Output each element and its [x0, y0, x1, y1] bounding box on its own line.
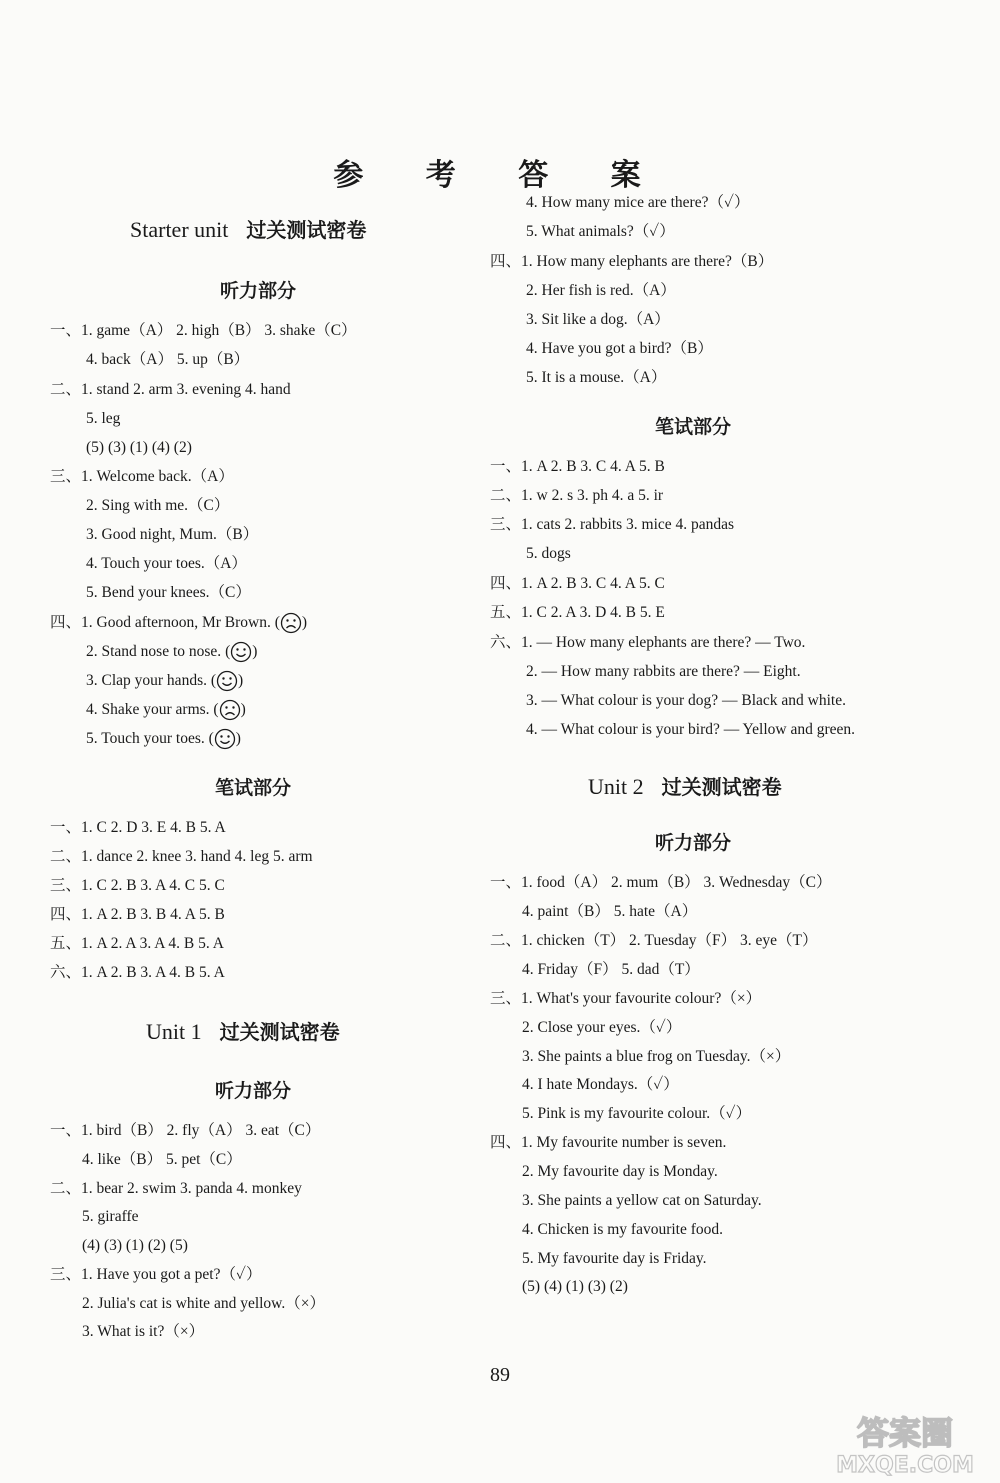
unit1-l3a: 三、1. Have you got a pet?（✓）	[50, 1266, 262, 1283]
unit1-w2: 二、1. w 2. s 3. ph 4. a 5. ir	[490, 487, 664, 504]
starter-l4d: 4. Shake your arms.	[86, 701, 210, 718]
unit2-l3d: 4. I hate Mondays.（✓）	[522, 1076, 679, 1093]
starter-written-heading: 笔试部分	[215, 777, 292, 799]
starter-l4e-row: 5. Touch your toes. ( )	[86, 728, 241, 750]
unit1-l1b: 4. like（B） 5. pet（C）	[82, 1151, 242, 1168]
unit1-w3a: 三、1. cats 2. rabbits 3. mice 4. pandas	[490, 516, 735, 533]
unit1-l3b: 2. Julia's cat is white and yellow.（×）	[82, 1295, 325, 1312]
unit1-l3c: 3. What is it?（×）	[82, 1323, 205, 1340]
starter-l3c: 3. Good night, Mum.（B）	[86, 526, 259, 543]
unit1-listening-heading: 听力部分	[215, 1080, 292, 1102]
unit2-listening-heading: 听力部分	[655, 832, 732, 854]
unit1-title-cn: 过关测试密卷	[219, 1020, 340, 1044]
starter-l3e: 5. Bend your knees.（C）	[86, 584, 251, 601]
page-title: 参 考 答 案	[333, 158, 667, 193]
starter-l4a: 四、1. Good afternoon, Mr Brown.	[50, 614, 271, 631]
unit2-l4f: (5) (4) (1) (3) (2)	[522, 1278, 628, 1295]
unit1-w6c: 3. — What colour is your dog? — Black and white.	[526, 692, 846, 709]
unit1-written-heading: 笔试部分	[655, 416, 732, 438]
unit2-title	[588, 771, 782, 800]
starter-l2c: (5) (3) (1) (4) (2)	[86, 439, 192, 456]
unit1-l4a: 四、1. How many elephants are there?（B）	[490, 253, 774, 270]
happy-face-icon	[216, 670, 238, 692]
watermark-logo	[820, 1410, 990, 1480]
starter-w4: 四、1. A 2. B 3. B 4. A 5. B	[50, 906, 225, 923]
unit1-l4e: 5. It is a mouse.（A）	[526, 369, 667, 386]
unit1-w4: 四、1. A 2. B 3. C 4. A 5. C	[490, 575, 665, 592]
unit2-l1b: 4. paint（B） 5. hate（A）	[522, 903, 698, 920]
starter-l2a: 二、1. stand 2. arm 3. evening 4. hand	[50, 381, 291, 398]
happy-face-icon	[214, 728, 236, 750]
starter-l4a-row: 四、1. Good afternoon, Mr Brown. ( )	[50, 612, 307, 634]
unit1-title-en: Unit 1	[146, 1019, 202, 1044]
sad-face-icon	[219, 699, 241, 721]
unit1-l2b: 5. giraffe	[82, 1208, 139, 1225]
unit2-l3e: 5. Pink is my favourite colour.（✓）	[522, 1105, 752, 1122]
unit1-l3d: 4. How many mice are there?（✓）	[526, 194, 750, 211]
page-number: 89	[490, 1364, 510, 1386]
unit1-w6a: 六、1. — How many elephants are there? — Two.	[490, 634, 806, 651]
unit2-l4c: 3. She paints a yellow cat on Saturday.	[522, 1192, 762, 1209]
unit1-w5: 五、1. C 2. A 3. D 4. B 5. E	[490, 604, 665, 621]
starter-l4e: 5. Touch your toes.	[86, 730, 205, 747]
starter-w2: 二、1. dance 2. knee 3. hand 4. leg 5. arm	[50, 848, 313, 865]
unit2-l2a: 二、1. chicken（T） 2. Tuesday（F） 3. eye（T）	[490, 932, 818, 949]
unit2-l2b: 4. Friday（F） 5. dad（T）	[522, 961, 700, 978]
unit2-l4a: 四、1. My favourite number is seven.	[490, 1134, 727, 1151]
unit2-l3c: 3. She paints a blue frog on Tuesday.（×）	[522, 1048, 791, 1065]
svg-text:答案圈: 答案圈	[856, 1414, 954, 1452]
starter-w6: 六、1. A 2. B 3. A 4. B 5. A	[50, 964, 225, 981]
starter-title-cn: 过关测试密卷	[246, 218, 367, 242]
unit2-l3b: 2. Close your eyes.（✓）	[522, 1019, 682, 1036]
unit2-l4e: 5. My favourite day is Friday.	[522, 1250, 707, 1267]
unit1-l3e: 5. What animals?（✓）	[526, 223, 675, 240]
starter-l3b: 2. Sing with me.（C）	[86, 497, 230, 514]
unit2-l4b: 2. My favourite day is Monday.	[522, 1163, 718, 1180]
unit2-l1a: 一、1. food（A） 2. mum（B） 3. Wednesday（C）	[490, 874, 832, 891]
starter-l4c: 3. Clap your hands.	[86, 672, 207, 689]
unit1-w6b: 2. — How many rabbits are there? — Eight.	[526, 663, 801, 680]
unit1-l4b: 2. Her fish is red.（A）	[526, 282, 676, 299]
unit1-l2a: 二、1. bear 2. swim 3. panda 4. monkey	[50, 1180, 302, 1197]
starter-l4b: 2. Stand nose to nose.	[86, 643, 222, 660]
starter-w3: 三、1. C 2. B 3. A 4. C 5. C	[50, 877, 225, 894]
unit1-l4d: 4. Have you got a bird?（B）	[526, 340, 713, 357]
unit1-w1: 一、1. A 2. B 3. C 4. A 5. B	[490, 458, 665, 475]
starter-w1: 一、1. C 2. D 3. E 4. B 5. A	[50, 819, 226, 836]
unit1-l4c: 3. Sit like a dog.（A）	[526, 311, 670, 328]
happy-face-icon	[230, 641, 252, 663]
starter-l4b-row: 2. Stand nose to nose. ( )	[86, 641, 257, 663]
starter-title-en: Starter unit	[130, 217, 229, 242]
unit2-l3a: 三、1. What's your favourite colour?（×）	[490, 990, 762, 1007]
starter-l4d-row: 4. Shake your arms. ( )	[86, 699, 246, 721]
starter-l1a: 一、1. game（A） 2. high（B） 3. shake（C）	[50, 322, 357, 339]
starter-w5: 五、1. A 2. A 3. A 4. B 5. A	[50, 935, 224, 952]
unit1-w6d: 4. — What colour is your bird? — Yellow and green.	[526, 721, 856, 738]
sad-face-icon	[280, 612, 302, 634]
unit2-title-en: Unit 2	[588, 774, 644, 799]
unit1-title	[146, 1016, 340, 1045]
starter-l4c-row: 3. Clap your hands. ( )	[86, 670, 243, 692]
starter-unit-title	[130, 214, 366, 243]
starter-l1b: 4. back（A） 5. up（B）	[86, 351, 250, 368]
starter-listening-heading: 听力部分	[220, 280, 297, 302]
unit2-l4d: 4. Chicken is my favourite food.	[522, 1221, 724, 1238]
unit1-w3b: 5. dogs	[526, 545, 571, 562]
starter-l2b: 5. leg	[86, 410, 121, 427]
unit2-title-cn: 过关测试密卷	[661, 775, 782, 799]
starter-l3a: 三、1. Welcome back.（A）	[50, 468, 234, 485]
starter-l3d: 4. Touch your toes.（A）	[86, 555, 247, 572]
unit1-l2c: (4) (3) (1) (2) (5)	[82, 1237, 188, 1254]
unit1-l1a: 一、1. bird（B） 2. fly（A） 3. eat（C）	[50, 1122, 321, 1139]
svg-text:MXQE.COM: MXQE.COM	[836, 1453, 974, 1478]
